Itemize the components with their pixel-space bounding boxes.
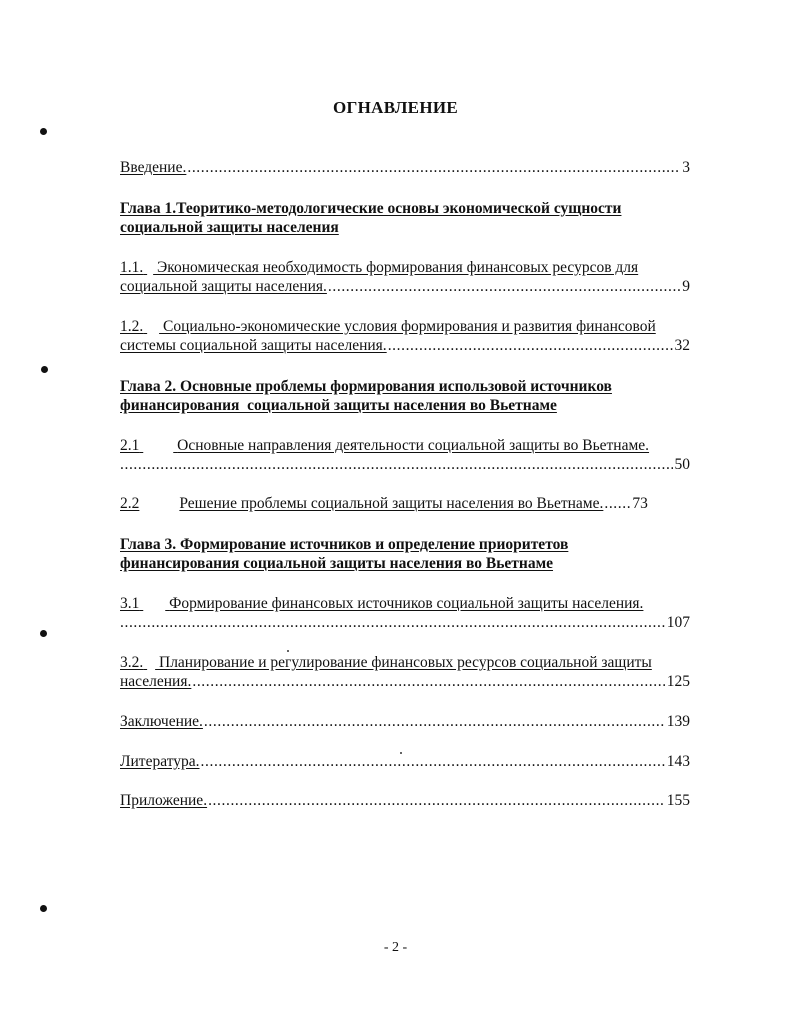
leader-dots — [204, 713, 665, 731]
leader-dots — [208, 792, 665, 810]
toc-section-title: Планирование и регулирование финансовых ресурсов социальной защиты — [159, 654, 652, 671]
chapter-2-heading-line2: финансирования социальной защиты населения во Вьетнаме — [120, 397, 557, 414]
chapter-3-heading-line1: Глава 3. Формирование источников и определение приоритетов — [120, 536, 569, 553]
toc-page: 139 — [666, 713, 690, 730]
leader-dots — [201, 753, 665, 771]
toc-label: населения. — [120, 673, 192, 690]
toc-entry-3-1-line2[interactable] — [120, 614, 690, 632]
toc-entry-2-2[interactable] — [120, 495, 690, 513]
toc-entry-1-2-line2[interactable] — [120, 337, 690, 355]
leader-dots — [604, 495, 630, 513]
leader-dots — [120, 456, 673, 474]
toc-page: 32 — [674, 337, 690, 354]
toc-section-number: 2.2 — [120, 495, 140, 512]
toc-section-title: Экономическая необходимость формирования финансовых ресурсов для — [157, 259, 639, 276]
toc-page: 125 — [666, 673, 690, 690]
binder-hole-mark — [40, 630, 47, 637]
toc-section-number: 2.1 — [120, 437, 140, 454]
scan-speck — [287, 650, 289, 652]
toc-page: 73 — [632, 495, 648, 512]
toc-entry-1-2-line1[interactable] — [120, 318, 690, 336]
leader-dots — [328, 278, 680, 296]
toc-page: 143 — [666, 753, 690, 770]
toc-entry-2-1-line2[interactable] — [120, 456, 690, 474]
chapter-1-heading-line2: социальной защиты населения — [120, 219, 339, 236]
chapter-3-heading-line2: финансирования социальной защиты населения во Вьетнаме — [120, 555, 554, 572]
toc-section-number: 3.1 — [120, 595, 140, 612]
toc-entry-1-1-line2[interactable] — [120, 278, 690, 296]
leader-dots — [187, 159, 680, 177]
toc-section-number: 3.2. — [120, 654, 144, 671]
toc-page: 107 — [666, 614, 690, 631]
toc-entry-1-1-line1[interactable] — [120, 259, 690, 277]
chapter-2-heading-line1: Глава 2. Основные проблемы формирования использовой источников — [120, 378, 612, 395]
toc-entry-3-1-line1[interactable] — [120, 595, 690, 613]
toc-entry-intro[interactable] — [120, 159, 690, 177]
toc-label: Заключение. — [120, 713, 203, 730]
toc-entry-conclusion[interactable] — [120, 713, 690, 731]
toc-page: 155 — [666, 792, 690, 809]
toc-entry-appendix[interactable] — [120, 792, 690, 810]
toc-entry-literature[interactable] — [120, 753, 690, 771]
toc-label: Литература. — [120, 753, 200, 770]
toc-page: 3 — [682, 159, 690, 176]
toc-entry-2-1-line1[interactable] — [120, 437, 690, 455]
toc-section-number: 1.1. — [120, 259, 144, 276]
toc-label: системы социальной защиты населения. — [120, 337, 387, 354]
toc-label: Введение. — [120, 159, 187, 176]
page-title: ОГНАВЛЕНИЕ — [332, 98, 459, 117]
toc-section-title: Формирование финансовых источников социальной защиты населения. — [169, 595, 644, 612]
leader-dots — [120, 614, 665, 632]
toc-section-title: Основные направления деятельности социальной защиты во Вьетнаме. — [177, 437, 650, 454]
toc-entry-3-2-line2[interactable] — [120, 673, 690, 691]
toc-section-number: 1.2. — [120, 318, 144, 335]
toc-page: 50 — [674, 456, 690, 473]
binder-hole-mark — [41, 366, 48, 373]
toc-label: социальной защиты населения. — [120, 278, 327, 295]
toc-entry-3-2-line1[interactable] — [120, 654, 708, 672]
page-number: - 2 - — [383, 940, 408, 955]
scan-speck — [400, 752, 402, 754]
toc-label: Приложение. — [120, 792, 208, 809]
leader-dots — [388, 337, 673, 355]
chapter-1-heading-line1: Глава 1.Теоритико-методологические основы экономической сущности — [120, 200, 622, 217]
toc-section-title: Решение проблемы социальной защиты населения во Вьетнаме. — [179, 495, 604, 512]
binder-hole-mark — [40, 128, 47, 135]
leader-dots — [192, 673, 664, 691]
binder-hole-mark — [40, 905, 47, 912]
toc-page: 9 — [682, 278, 690, 295]
toc-section-title: Социально-экономические условия формирования и развития финансовой — [163, 318, 656, 335]
